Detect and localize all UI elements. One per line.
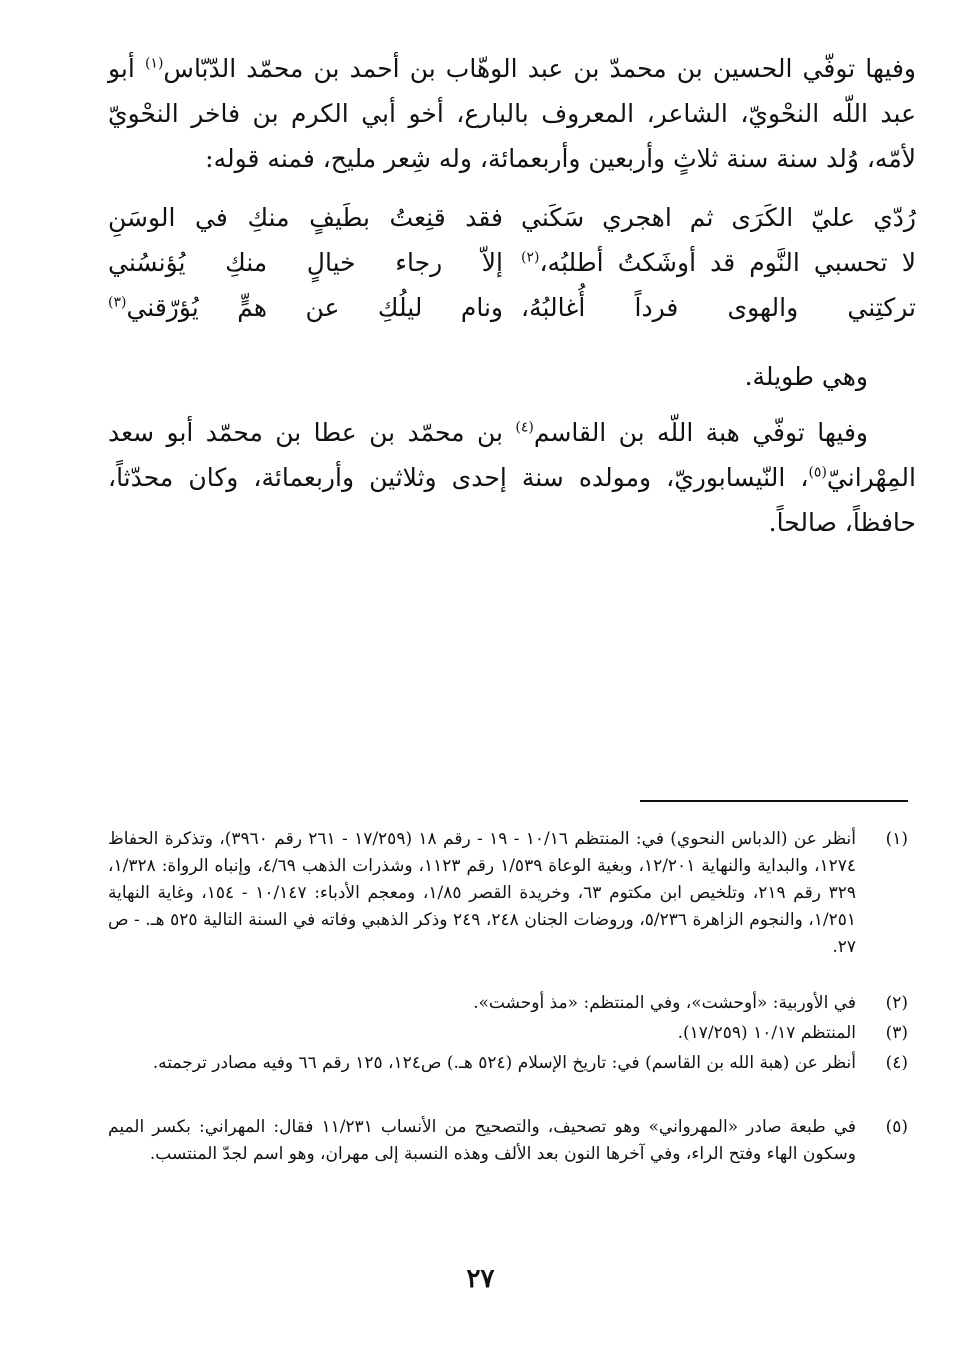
footnote-number: (٢)	[885, 993, 908, 1013]
footnotes	[108, 826, 908, 1204]
verse-hemistich-first: تركتِني والهوى فرداً أُغالبُهُ،	[521, 293, 916, 322]
verse-hemistich-first	[521, 248, 916, 277]
verse-line	[108, 293, 916, 338]
footnote-3	[108, 1020, 908, 1050]
verse-line	[108, 248, 916, 293]
verse-text: ونام ليلُكِ عن همٍّ يُؤرّقني	[126, 293, 503, 322]
paragraph-text: ، النّيسابوريّ، ومولده سنة إحدى وثلاثين وأربعمائة، وكان محدّثاً، حافظاً، صالحاً.	[108, 463, 916, 537]
footnote-ref[interactable]: (٢)	[521, 249, 540, 266]
footnote-text: في الأوربية: «أوحشت»، وفي المنتظم: «مذ أوحشت».	[473, 993, 856, 1013]
verse-hemistich-second	[108, 293, 503, 322]
paragraph-text: وفيها توفّي الحسين بن محمدّ بن عبد الوهّاب بن أحمد بن محمّد الدّبّاس	[163, 54, 917, 83]
footnote-ref[interactable]: (٥)	[808, 464, 827, 481]
poem	[108, 203, 916, 338]
footnote-ref[interactable]: (٣)	[108, 294, 127, 311]
footnote-text: أنظر عن (هبة الله بن القاسم) في: تاريخ الإسلام (٥٢٤ هـ.) ص١٢٤، ١٢٥ رقم ٦٦ وفيه مصادر ترجمته.	[152, 1053, 856, 1073]
footnote-4	[108, 1050, 908, 1114]
footnote-ref[interactable]: (١)	[144, 55, 164, 72]
verse-hemistich-first: رُدّي عليّ الكَرَى ثم اهجري سَكَني	[521, 203, 916, 232]
paragraph-text: وفيها توفّي هبة اللّه بن القاسم	[533, 418, 868, 447]
footnote-text: في طبعة صادر «المهرواني» وهو تصحيف، والتصحيح من الأنساب ١١/٢٣١ فقال: المهراني: بكسر الميم وسكون الهاء وفتح الراء، وفي آخرها النون بعد الألف وهذه النسبة إلى مهران، وهو اسم لجدّ المنتسب.	[108, 1117, 856, 1164]
paragraph-text: وهي طويلة.	[744, 362, 868, 391]
page-number: ٢٧	[466, 1264, 495, 1294]
footnote-number: (٥)	[885, 1117, 908, 1137]
paragraph-text: بن محمّد بن عطا بن محمّد أبو سعد المِهْرانيّ	[108, 418, 916, 492]
footnote-2	[108, 990, 908, 1020]
footnote-ref[interactable]: (٤)	[515, 419, 534, 436]
footnote-separator	[640, 800, 908, 802]
paragraph-2	[108, 354, 916, 399]
paragraph-text: أبو عبد اللّه النحْويّ، الشاعر، المعروف بالبارع، أخو أبي الكرم بن فاخر النحْويّ لأمّه، وُلد سنة سنة ثلاثٍ وأربعين وأربعمائة، وله شِعر مليح، فمنه قوله:	[108, 54, 916, 173]
verse-text: لا تحسبي النَّوم قد أوشَكتُ أطلبُه،	[539, 248, 916, 277]
footnote-1	[108, 826, 908, 990]
verse-hemistich-second: إلاّ رجاء خيالٍ منكِ يُؤنسُني	[108, 248, 503, 277]
paragraph-3	[108, 410, 916, 545]
paragraph-1	[108, 46, 916, 181]
footnote-text: المنتظم ١٠/١٧ (١٧/٢٥٩).	[677, 1023, 856, 1043]
footnote-5	[108, 1114, 908, 1204]
footnote-number: (٤)	[885, 1053, 908, 1073]
verse-hemistich-second: فقد قنِعتُ بطَيفٍ منكِ في الوسَنِ	[108, 203, 503, 232]
footnote-text: أنظر عن (الدباس النحوي) في: المنتظم ١٠/١٦ - ١٩ - رقم ١٨ (١٧/٢٥٩ - ٢٦١ رقم ٣٩٦٠)، وتذكرة الحفاظ ١٢٧٤، والبداية والنهاية ١٢/٢٠١، وبغية الوعاة ١/٥٣٩ رقم ١١٢٣، وشذرات الذهب ٤/٦٩، وإنباه الرواة: ١/٣٢٨، ٣٢٩ رقم ٢١٩، وتلخيص ابن مكتوم ٦٣، وخريدة القصر ١/٨٥، ومعجم الأدباء: ١٠/١٤٧ - ١٥٤، وغاية النهاية ١/٢٥١، والنجوم الزاهرة ٥/٢٣٦، وروضات الجنان ٢٤٨، ٢٤٩ وذكر الذهبي وفاته في السنة التالية ٥٢٥ هـ. - ص ٢٧.	[108, 829, 857, 957]
footnote-number: (١)	[885, 829, 908, 849]
verse-line	[108, 203, 916, 248]
footnote-number: (٣)	[885, 1023, 908, 1043]
